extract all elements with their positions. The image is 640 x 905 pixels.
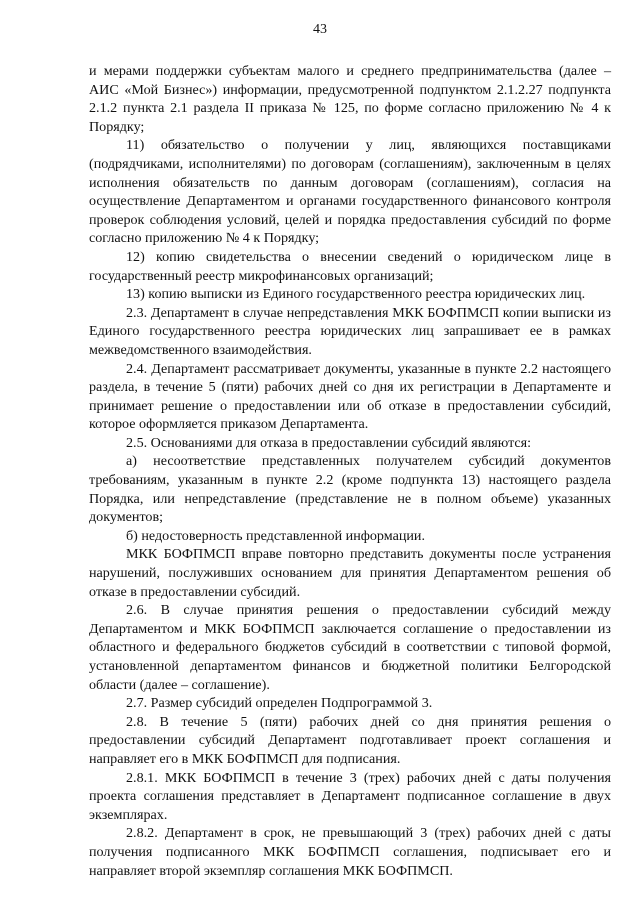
paragraph-2-4: 2.4. Департамент рассматривает документы, указанные в пункте 2.2 настоящего раздела, в течение 5 (пяти) рабочих дней со дня их регистрации в Департаменте и принимает решение о предоставлении или об отказе в предоставлении субсидий, которое оформляется приказом Департамента. (89, 360, 611, 433)
paragraph-continuation: и мерами поддержки субъектам малого и среднего предпринимательства (далее – АИС «Мой Бизнес») информации, предусмотренной подпунктом 2.1.2.27 подпункта 2.1.2 пункта 2.1 раздела II приказа № 125, по форме согласно приложению № 4 к Порядку; (89, 63, 611, 135)
paragraph-2-5-b: б) недостоверность представленной информации. (126, 527, 425, 544)
paragraph-item-12: 12) копию свидетельства о внесении сведений о юридическом лице в государственный реестр микрофинансовых организаций; (89, 248, 611, 284)
paragraph-2-5: 2.5. Основаниями для отказа в предоставлении субсидий являются: (126, 434, 532, 451)
paragraph-2-8-1: 2.8.1. МКК БОФПМСП в течение 3 (трех) рабочих дней с даты получения проекта соглашения представляет в Департамент подписанное соглашение в двух экземплярах. (89, 769, 611, 823)
paragraph-resubmission: МКК БОФПМСП вправе повторно представить документы после устранения нарушений, послуживших основанием для принятия Департаментом решения об отказе в предоставлении субсидий. (89, 546, 611, 600)
paragraph-item-11: 11) обязательство о получении у лиц, являющихся поставщиками (подрядчиками, исполнителями) по договорам (соглашениям), заключенным в целях исполнения обязательств по данным договорам (соглашениям), согласия на осуществление Департаментом и органами государственного финансового контроля проверок соблюдения условий, целей и порядка предоставления субсидий по форме согласно приложению № 4 к Порядку; (89, 137, 611, 247)
paragraph-2-5-a: а) несоответствие представленных получателем субсидий документов требованиям, указанным в пункте 2.2 (кроме подпункта 13) настоящего раздела Порядка, или непредставление (представление не в полном объеме) указанных документов; (89, 453, 611, 526)
paragraph-2-7: 2.7. Размер субсидий определен Подпрограммой 3. (126, 695, 433, 712)
paragraph-item-13: 13) копию выписки из Единого государственного реестра юридических лиц. (126, 286, 586, 303)
document-body (89, 62, 611, 880)
paragraph-2-8-2: 2.8.2. Департамент в срок, не превышающий 3 (трех) рабочих дней с даты получения подписанного МКК БОФПМСП соглашения, подписывает его и направляет второй экземпляр соглашения МКК БОФПМСП. (89, 825, 611, 879)
paragraph-2-6: 2.6. В случае принятия решения о предоставлении субсидий между Департаментом и МКК БОФПМСП заключается соглашение о предоставлении из областного и федерального бюджетов субсидий в соответствии с типовой формой, установленной департаментом финансов и бюджетной политики Белгородской области (далее – соглашение). (89, 602, 611, 693)
paragraph-2-3: 2.3. Департамент в случае непредставления МКК БОФПМСП копии выписки из Единого государственного реестра юридических лиц запрашивает ее в рамках межведомственного взаимодействия. (89, 304, 611, 358)
paragraph-2-8: 2.8. В течение 5 (пяти) рабочих дней со дня принятия решения о предоставлении субсидий Департамент подготавливает проект соглашения и направляет его в МКК БОФПМСП для подписания. (89, 713, 611, 767)
page-number: 43 (313, 22, 327, 37)
